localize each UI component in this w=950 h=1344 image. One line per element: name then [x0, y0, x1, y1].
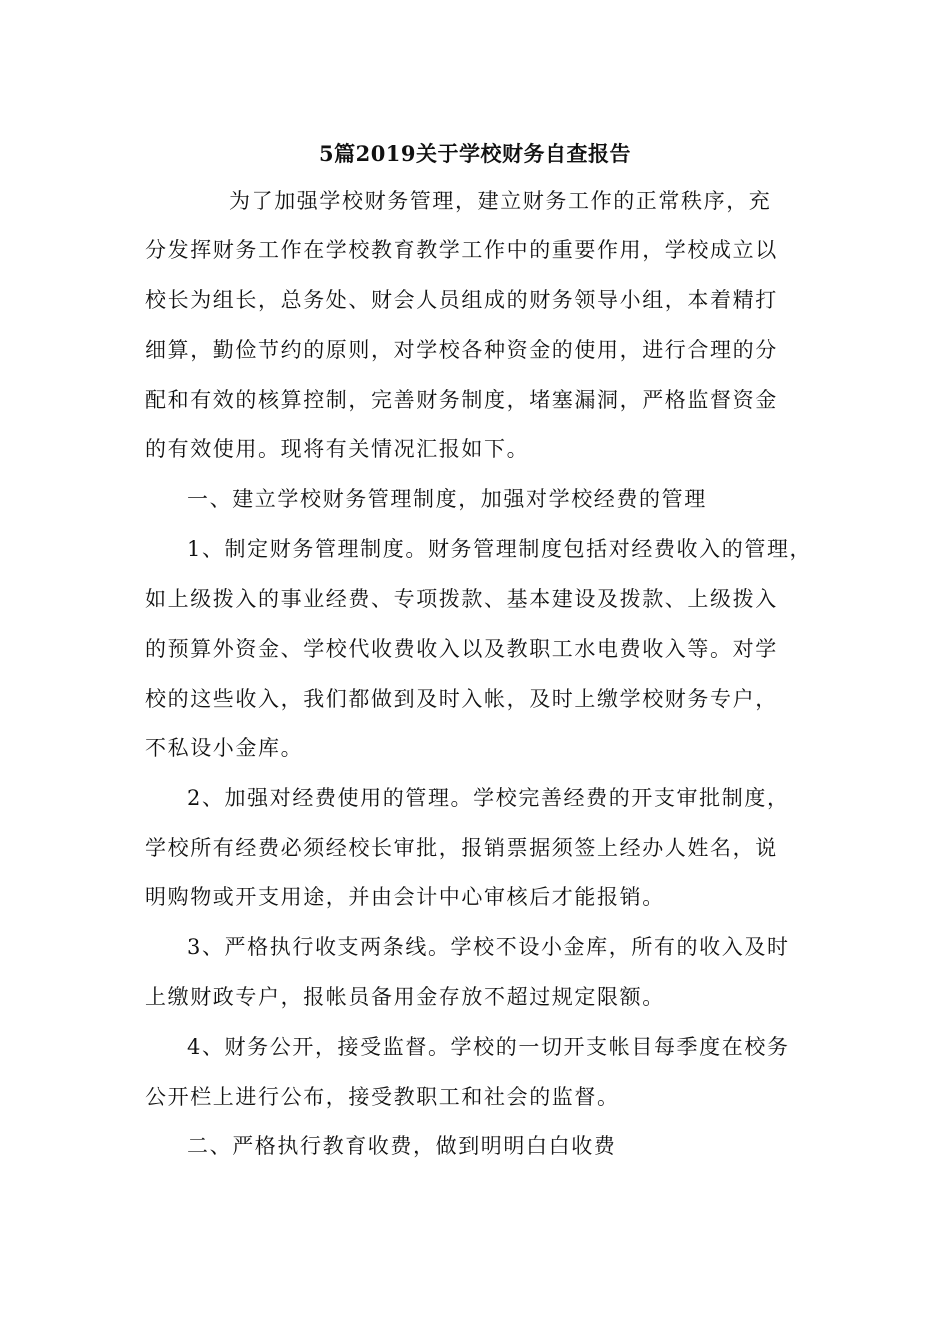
paragraph-line: 分发挥财务工作在学校教育教学工作中的重要作用，学校成立以 [145, 238, 778, 262]
paragraph-line: 校长为组长，总务处、财会人员组成的财务领导小组，本着精打 [145, 288, 778, 312]
paragraph-line: 4、财务公开，接受监督。学校的一切开支帐目每季度在校务 [187, 1035, 790, 1059]
paragraph-line: 学校所有经费必须经校长审批，报销票据须签上经办人姓名，说 [145, 836, 778, 860]
paragraph-line: 细算，勤俭节约的原则，对学校各种资金的使用，进行合理的分 [145, 338, 778, 362]
paragraph-line: 公开栏上进行公布，接受教职工和社会的监督。 [145, 1085, 620, 1109]
section-heading: 二、严格执行教育收费，做到明明白白收费 [187, 1134, 617, 1158]
paragraph-line: 明购物或开支用途，并由会计中心审核后才能报销。 [145, 885, 665, 909]
paragraph-line: 为了加强学校财务管理，建立财务工作的正常秩序，充 [229, 189, 772, 213]
paragraph-line: 3、严格执行收支两条线。学校不设小金库，所有的收入及时 [187, 935, 790, 959]
document-title: 5篇2019关于学校财务自查报告 [318, 141, 632, 166]
paragraph-line: 上缴财政专户，报帐员备用金存放不超过规定限额。 [145, 985, 665, 1009]
paragraph-line: 不私设小金库。 [145, 736, 304, 760]
paragraph-line: 的有效使用。现将有关情况汇报如下。 [145, 437, 530, 461]
section-heading: 一、建立学校财务管理制度，加强对学校经费的管理 [187, 487, 707, 511]
paragraph-line: 的预算外资金、学校代收费收入以及教职工水电费收入等。对学 [145, 637, 778, 661]
paragraph-line: 如上级拨入的事业经费、专项拨款、基本建设及拨款、上级拨入 [145, 587, 778, 611]
paragraph-line: 1、制定财务管理制度。财务管理制度包括对经费收入的管理， [187, 537, 813, 561]
paragraph-line: 配和有效的核算控制，完善财务制度，堵塞漏洞，严格监督资金 [145, 388, 778, 412]
paragraph-line: 校的这些收入，我们都做到及时入帐，及时上缴学校财务专户， [145, 687, 778, 711]
paragraph-line: 2、加强对经费使用的管理。学校完善经费的开支审批制度， [187, 786, 790, 810]
